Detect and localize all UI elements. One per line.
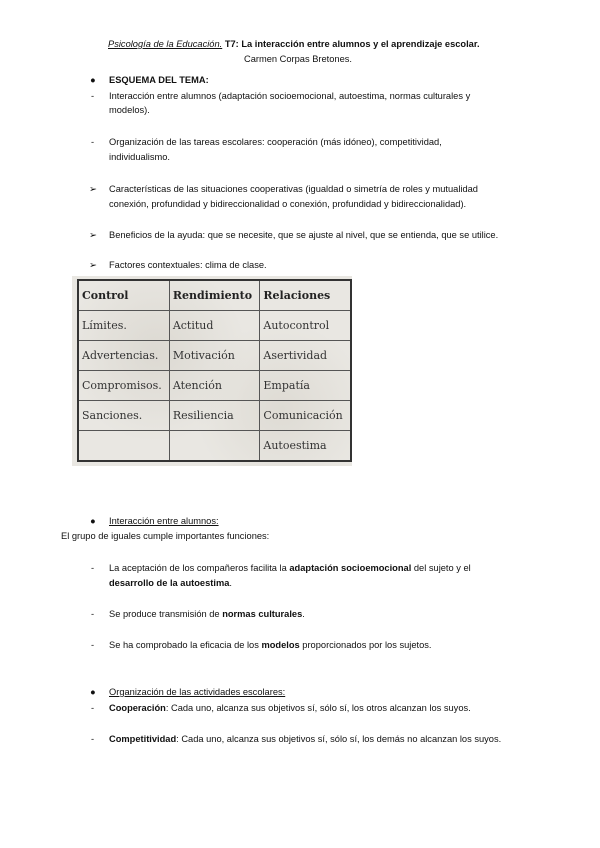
table-cell	[169, 431, 260, 462]
table-row	[78, 431, 351, 462]
bullet-icon: ●	[90, 516, 96, 526]
text: del sujeto y el	[411, 563, 471, 573]
table-cell: Autoestima	[260, 431, 351, 462]
table-cell: Motivación	[169, 341, 260, 371]
arrow-bullet-icon: ➢	[89, 184, 97, 194]
esquema-item: Características de las situaciones cooperativas (igualdad o simetría de roles y mutualidad	[109, 184, 478, 194]
table-cell: Resiliencia	[169, 401, 260, 431]
table-cell: Límites.	[78, 311, 169, 341]
bold-text: desarrollo de la autoestima	[109, 578, 230, 588]
interaccion-intro: El grupo de iguales cumple importantes funciones:	[61, 531, 270, 541]
esquema-item: Interacción entre alumnos (adaptación socioemocional, autoestima, normas culturales y	[109, 91, 471, 101]
table-row	[78, 341, 351, 371]
text: proporcionados por los sujetos.	[299, 640, 432, 650]
table-cell: Compromisos.	[78, 371, 169, 401]
text: Se produce transmisión de	[109, 609, 223, 619]
interaccion-item	[109, 639, 432, 651]
esquema-item: individualismo.	[109, 152, 170, 162]
table-row	[78, 371, 351, 401]
bold-text: modelos	[261, 640, 300, 650]
bold-text: Cooperación	[109, 703, 166, 713]
cooperacion-item	[109, 702, 471, 714]
esquema-item: Organización de las tareas escolares: cooperación (más idóneo), competitividad,	[109, 137, 442, 147]
table-cell: Actitud	[169, 311, 260, 341]
table-cell: Atención	[169, 371, 260, 401]
table-cell: Comunicación	[260, 401, 351, 431]
esquema-item: Beneficios de la ayuda: que se necesite, que se ajuste al nivel, que se entienda, que se utilice.	[109, 230, 499, 240]
text: : Cada uno, alcanza sus objetivos sí, sólo sí, los demás no alcanzan los suyos.	[176, 734, 502, 744]
esquema-item: modelos).	[109, 105, 150, 115]
table-row	[78, 401, 351, 431]
esquema-item: Factores contextuales: clima de clase.	[109, 260, 267, 270]
dash-marker: -	[91, 640, 95, 650]
esquema-heading: ESQUEMA DEL TEMA:	[109, 75, 209, 85]
dash-marker: -	[91, 703, 95, 713]
bullet-icon: ●	[90, 75, 96, 85]
table-cell: Autocontrol	[260, 311, 351, 341]
clima-table-image	[72, 276, 352, 466]
arrow-bullet-icon: ➢	[89, 230, 97, 240]
course-name: Psicología de la Educación.	[108, 39, 223, 49]
text: : Cada uno, alcanza sus objetivos sí, sólo sí, los otros alcanzan los suyos.	[165, 703, 471, 713]
table-cell: Asertividad	[260, 341, 351, 371]
text: .	[229, 578, 232, 588]
bold-text: normas culturales	[222, 609, 303, 619]
bold-text: Competitividad	[109, 734, 177, 744]
table-header: Control	[78, 280, 169, 311]
text: .	[302, 609, 305, 619]
bold-text: adaptación socioemocional	[289, 563, 412, 573]
table-header: Rendimiento	[169, 280, 260, 311]
table-cell: Empatía	[260, 371, 351, 401]
interaccion-heading: Interacción entre alumnos:	[109, 516, 219, 526]
arrow-bullet-icon: ➢	[89, 260, 97, 270]
interaccion-item	[109, 577, 232, 589]
table-cell: Advertencias.	[78, 341, 169, 371]
bullet-icon: ●	[90, 687, 96, 697]
dash-marker: -	[91, 734, 95, 744]
table-row	[78, 311, 351, 341]
table-header: Relaciones	[260, 280, 351, 311]
dash-marker: -	[91, 609, 95, 619]
dash-marker: -	[91, 91, 95, 101]
esquema-item: conexión, profundidad y bidireccionalidad o conexión, profundidad y bidireccionalidad).	[109, 199, 467, 209]
table-header-row	[78, 280, 351, 311]
doc-header	[108, 38, 480, 50]
interaccion-item	[109, 608, 305, 620]
text: La aceptación de los compañeros facilita la	[109, 563, 290, 573]
doc-title: T7: La interacción entre alumnos y el aprendizaje escolar.	[224, 39, 480, 49]
table-cell: Sanciones.	[78, 401, 169, 431]
dash-marker: -	[91, 137, 95, 147]
author: Carmen Corpas Bretones.	[244, 54, 352, 64]
clima-table	[77, 279, 352, 462]
interaccion-item	[109, 562, 471, 574]
dash-marker: -	[91, 563, 95, 573]
text: Se ha comprobado la eficacia de los	[109, 640, 262, 650]
table-cell	[78, 431, 169, 462]
organizacion-heading: Organización de las actividades escolares:	[109, 687, 286, 697]
competitividad-item	[109, 733, 501, 745]
